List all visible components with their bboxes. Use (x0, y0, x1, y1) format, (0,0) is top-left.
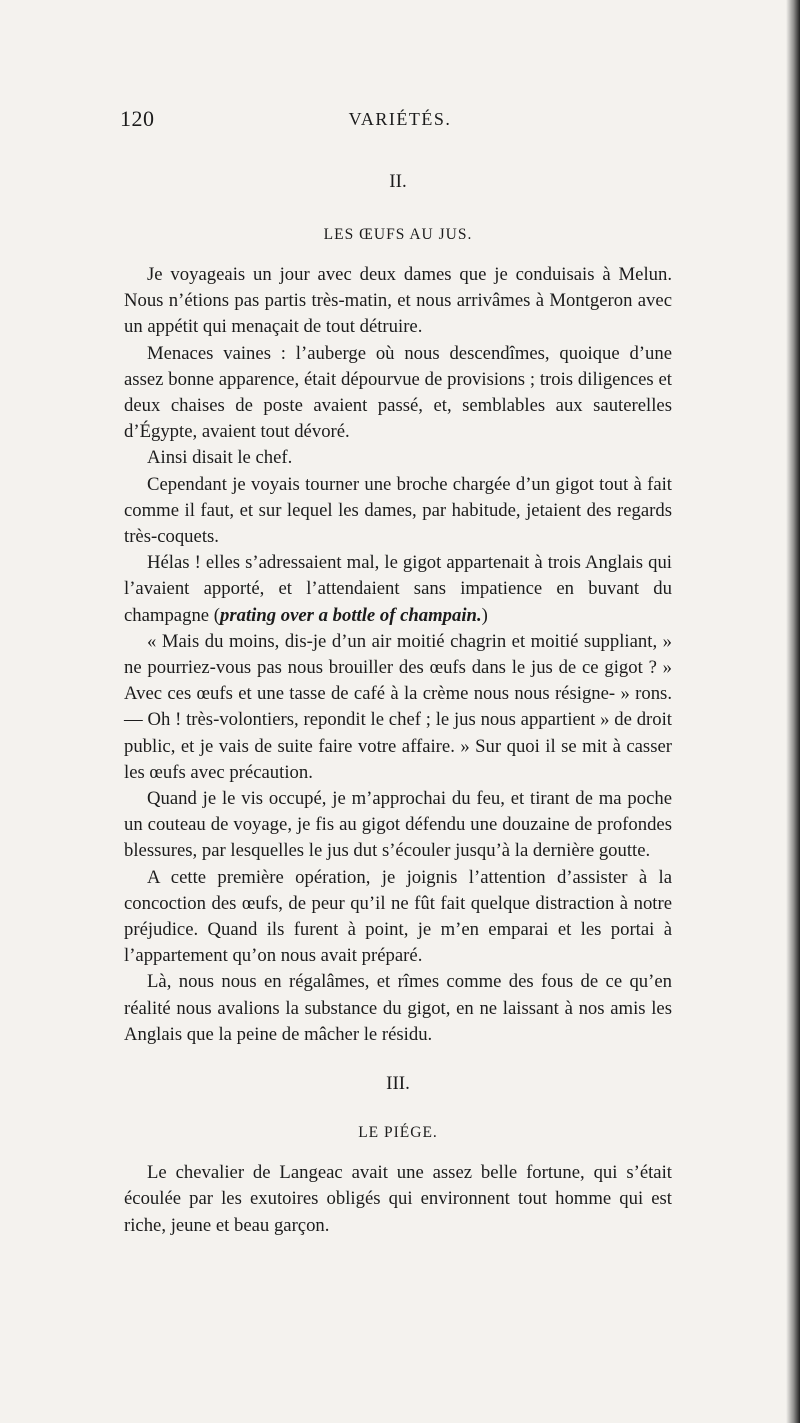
paragraph-text: Hélas ! elles s’adressaient mal, le gigot appartenait à trois Anglais qui l’avaient apporté, et l’attendaient sans impatience en buvant du champagne ( (124, 552, 672, 626)
paragraph: Ainsi disait le chef. (147, 447, 293, 469)
page-number: 120 (120, 106, 155, 131)
paragraph (124, 550, 672, 629)
paragraph: Cependant je voyais tourner une broche chargée d’un gigot tout à fait comme il faut, et sur lequel les dames, par habitude, jetaient des regards très-coquets. (124, 473, 672, 548)
paragraph: Le chevalier de Langeac avait une assez belle fortune, qui s’était écoulée par les exutoires obligés qui environnent tout homme qui est riche, jeune et beau garçon. (124, 1162, 672, 1236)
section-numeral: II. (389, 171, 407, 192)
paragraph: A cette première opération, je joignis l’attention d’assister à la concoction des œufs, de peur qu’il ne fût fait quelque distraction à notre préjudice. Quand ils furent à point, je m’en emparai et les portai à l’appartement qu’on nous avait préparé. (124, 866, 672, 967)
page-header (120, 106, 680, 136)
english-quote: prating over a bottle of champain. (219, 604, 482, 626)
paragraph: Je voyageais un jour avec deux dames que je conduisais à Melun. Nous n’étions pas partis très-matin, et nous arrivâmes à Montgeron avec un appétit qui menaçait de tout détruire. (124, 264, 672, 338)
page-body (124, 170, 672, 1239)
paragraph: Quand je le vis occupé, je m’approchai du feu, et tirant de ma poche un couteau de voyage, je fis au gigot défendu une douzaine de profondes blessures, par lesquelles le jus dut s’écouler jusqu’à la dernière goutte. (124, 788, 672, 862)
book-spine-shadow (786, 0, 800, 1423)
section-numeral: III. (386, 1073, 410, 1095)
section-title: LE PIÉGE. (358, 1124, 438, 1142)
paragraph: « Mais du moins, dis-je d’un air moitié chagrin et moitié suppliant, » ne pourriez-vous pas nous brouiller des œufs dans le jus de ce gigot ? » Avec ces œufs et une tasse de café à la crème nous nous résigne- » rons. — Oh ! très-volontiers, repondit le chef ; le jus nous appartient » de droit public, et je vais de suite faire votre affaire. » Sur quoi il se mit à casser les œufs avec précaution. (124, 630, 672, 783)
paragraph: Là, nous nous en régalâmes, et rîmes comme des fous de ce qu’en réalité nous avalions la substance du gigot, en ne laissant à nos amis les Anglais que la peine de mâcher le résidu. (124, 971, 672, 1045)
paragraph: Menaces vaines : l’auberge où nous descendîmes, quoique d’une assez bonne apparence, était dépourvue de provisions ; trois diligences et deux chaises de poste avaient passé, et, semblables aux sauterelles d’Égypte, avaient tout dévoré. (124, 342, 672, 443)
section-title: LES ŒUFS AU JUS. (323, 226, 473, 243)
paragraph-text: ) (481, 604, 488, 626)
running-head: VARIÉTÉS. (348, 109, 452, 129)
